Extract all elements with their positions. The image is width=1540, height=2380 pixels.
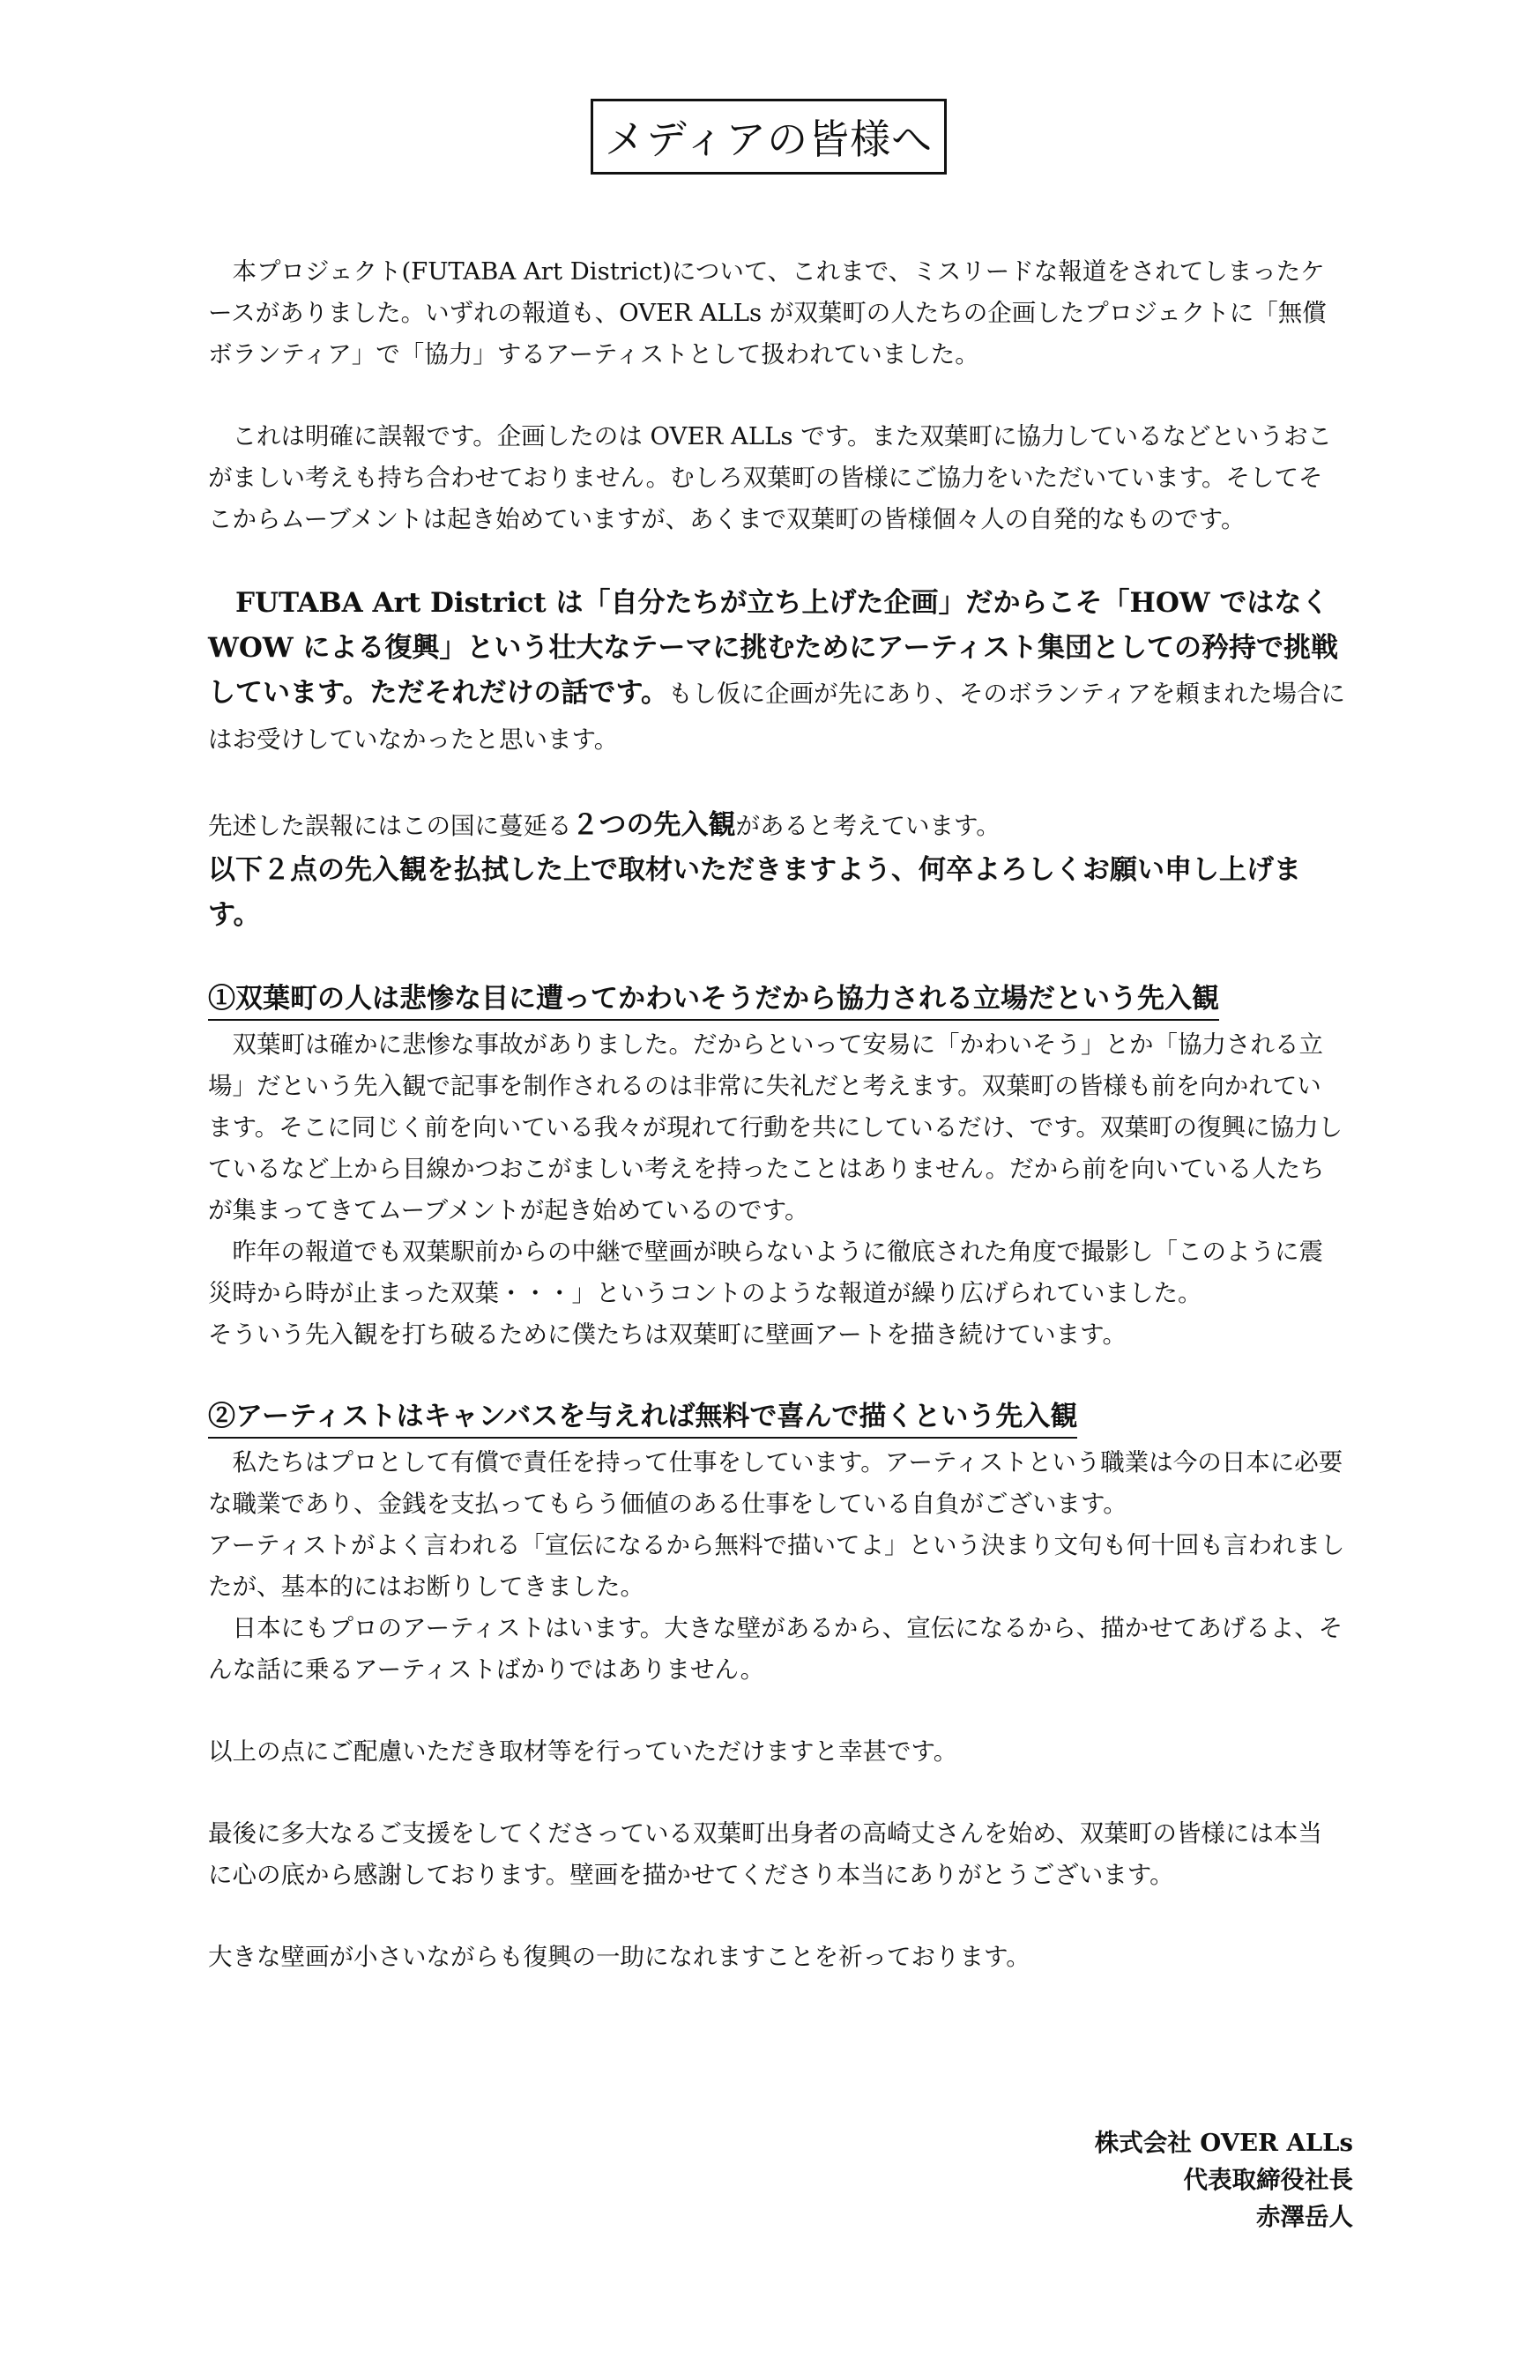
preconception-count: ２つの先入観 [571, 809, 736, 841]
signature-block [1095, 2124, 1353, 2235]
intro-paragraph-3-rest: もし仮に企画が先にあり、そのボランティアを頼まれた場合にはお受けしていなかったと思います。 [208, 680, 1345, 754]
preconception-intro-c: があると考えています。 [735, 812, 1001, 840]
preconception-intro [208, 803, 1345, 848]
closing-paragraph-3: 大きな壁画が小さいながらも復興の一助になれますことを祈っております。 [208, 1943, 1030, 1971]
preconception-request: 以下２点の先入観を払拭した上で取材いただきますよう、何卒よろしくお願い申し上げます。 [208, 854, 1301, 931]
preconception-intro-a: 先述した誤報にはこの国に蔓延る [208, 812, 572, 840]
intro-paragraph-3 [208, 581, 1345, 762]
signature-name: 赤澤岳人 [1256, 2203, 1353, 2231]
section-1-paragraph-3: そういう先入観を打ち破るために僕たちは双葉町に壁画アートを描き続けています。 [208, 1320, 1127, 1349]
intro-paragraph-3-bold: FUTABA Art District は「自分たちが立ち上げた企画」だからこそ「HOW ではなく WOW による復興」という壮大なテーマに挑むためにアーティスト集団としての矜持で挑戦しています。ただそれだけの話です。 [208, 587, 1339, 709]
section-1-paragraph-2: 昨年の報道でも双葉駅前からの中継で壁画が映らないように徹底された角度で撮影し「このように震災時から時が止まった双葉・・・」というコントのような報道が繰り広げられていました。 [208, 1238, 1323, 1307]
signature-company: 株式会社 OVER ALLs [1094, 2129, 1353, 2157]
closing-paragraph-2: 最後に多大なるご支援をしてくださっている双葉町出身者の高崎丈さんを始め、双葉町の皆様には本当に心の底から感謝しております。壁画を描かせてくださり本当にありがとうございます。 [208, 1819, 1322, 1889]
intro-paragraph-1: 本プロジェクト(FUTABA Art District)について、これまで、ミスリードな報道をされてしまったケースがありました。いずれの報道も、OVER ALLs が双葉町の人たちの企画したプロジェクトに「無償ボランティア」で「協力」するアーティストとして扱われていました。 [208, 257, 1327, 368]
letter-body [208, 251, 1345, 1978]
section-2-paragraph-2: アーティストがよく言われる「宣伝になるから無料で描いてよ」という決まり文句も何十回も言われましたが、基本的にはお断りしてきました。 [208, 1531, 1345, 1601]
signature-position: 代表取締役社長 [1183, 2166, 1353, 2194]
section-2-heading: ②アーティストはキャンバスを与えれば無料で喜んで描くという先入観 [208, 1396, 1077, 1439]
section-1-paragraph-1: 双葉町は確かに悲惨な事故がありました。だからといって安易に「かわいそう」とか「協力される立場」だという先入観で記事を制作されるのは非常に失礼だと考えます。双葉町の皆様も前を向かれています。そこに同じく前を向いている我々が現れて行動を共にしているだけ、です。双葉町の復興に協力しているなど上から目線かつおこがましい考えを持ったことはありません。だから前を向いている人たちが集まってきてムーブメントが起き始めているのです。 [208, 1030, 1343, 1224]
section-2-paragraph-1: 私たちはプロとして有償で責任を持って仕事をしています。アーティストという職業は今の日本に必要な職業であり、金銭を支払ってもらう価値のある仕事をしている自負がございます。 [208, 1448, 1343, 1518]
closing-paragraph-1: 以上の点にご配慮いただき取材等を行っていただけますと幸甚です。 [208, 1737, 958, 1766]
section-1-heading: ①双葉町の人は悲惨な目に遭ってかわいそうだから協力される立場だという先入観 [208, 978, 1219, 1021]
intro-paragraph-2: これは明確に誤報です。企画したのは OVER ALLs です。また双葉町に協力しているなどというおこがましい考えも持ち合わせておりません。むしろ双葉町の皆様にご協力をいただいています。そしてそこからムーブメントは起き始めていますが、あくまで双葉町の皆様個々人の自発的なものです。 [208, 422, 1333, 533]
page-title: メディアの皆様へ [591, 99, 947, 175]
section-2-paragraph-3: 日本にもプロのアーティストはいます。大きな壁があるから、宣伝になるから、描かせてあげるよ、そんな話に乗るアーティストばかりではありません。 [208, 1614, 1343, 1684]
